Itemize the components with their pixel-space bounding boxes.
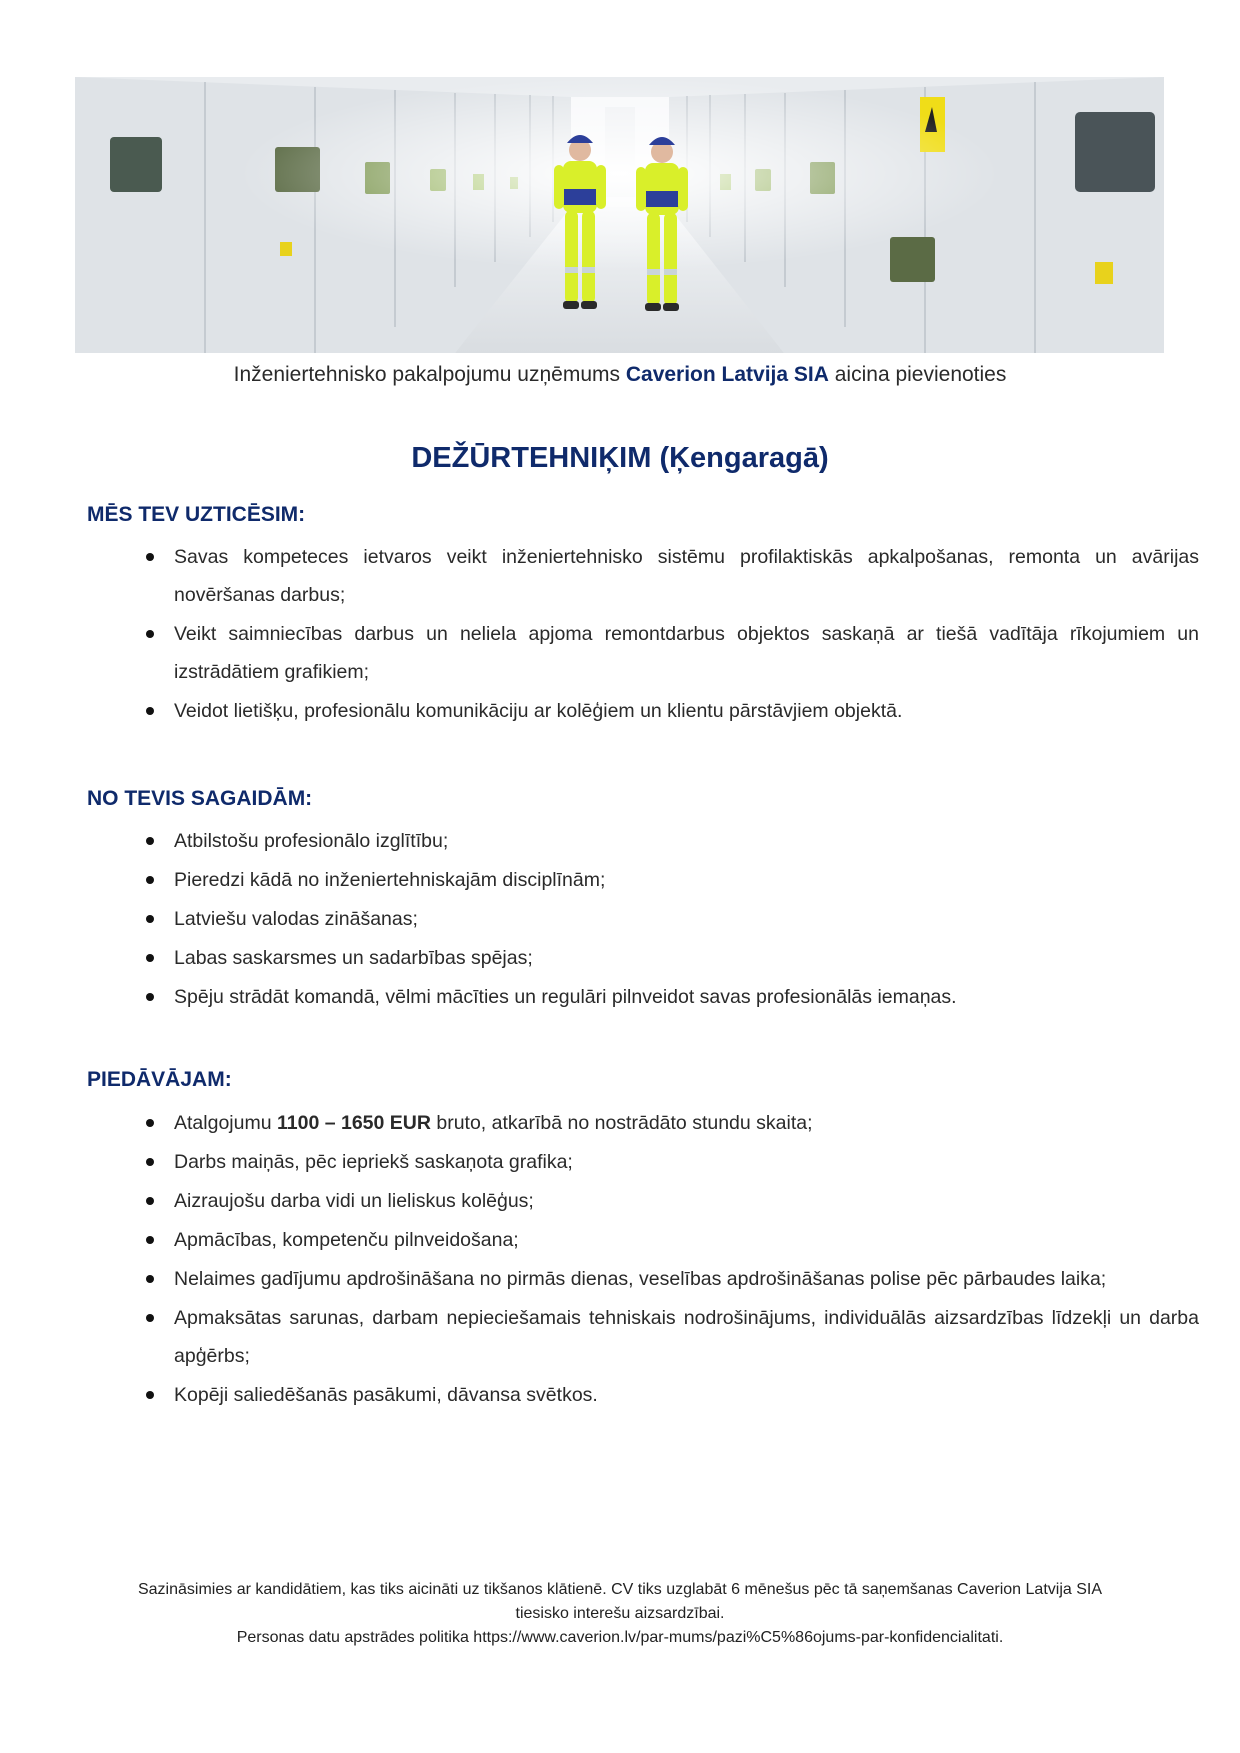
list-item: Labas saskarsmes un sadarbības spējas; bbox=[174, 939, 1199, 977]
company-name: Caverion Latvija SIA bbox=[625, 363, 829, 386]
list-item: Nelaimes gadījumu apdrošināšana no pirmās dienas, veselības apdrošināšanas polise pēc pārbaudes laika; bbox=[174, 1260, 1199, 1298]
intro-text-after: aicina pievienoties bbox=[828, 363, 1007, 386]
salary-text-after: bruto, atkarībā no nostrādāto stundu skaita; bbox=[430, 1112, 813, 1134]
section-heading-we-trust: MĒS TEV UZTICĒSIM: bbox=[87, 503, 306, 526]
list-item: Aizraujošu darba vidi un lieliskus kolēģus; bbox=[174, 1182, 1199, 1220]
footer-privacy-policy: Personas datu apstrādes politika https://www.caverion.lv/par-mums/pazi%C5%86ojums-par-konfidencialitati. bbox=[236, 1629, 1004, 1646]
footer-line-1: Sazināsimies ar kandidātiem, kas tiks aicināti uz tikšanos klātienē. CV tiks uzglabāt 6 mēnešus pēc tā saņemšanas Caverion Latvija SIA bbox=[137, 1581, 1103, 1598]
footer-line-2: tiesisko interešu aizsardzībai. bbox=[515, 1605, 725, 1622]
footer-notice bbox=[60, 1578, 1180, 1650]
intro-text-before: Inženiertehnisko pakalpojumu uzņēmums bbox=[233, 363, 626, 386]
list-item-salary bbox=[174, 1104, 1199, 1142]
section-heading-we-expect: NO TEVIS SAGAIDĀM: bbox=[87, 787, 313, 810]
list-item: Apmācības, kompetenču pilnveidošana; bbox=[174, 1221, 1199, 1259]
header-photo bbox=[75, 77, 1164, 353]
list-item: Spēju strādāt komandā, vēlmi mācīties un regulāri pilnveidot savas profesionālās iemaņas. bbox=[174, 978, 1199, 1016]
job-title: DEŽŪRTEHNIĶIM (Ķengaragā) bbox=[411, 442, 829, 474]
salary-amount: 1100 – 1650 EUR bbox=[276, 1112, 431, 1134]
list-item: Pieredzi kādā no inženiertehniskajām disciplīnām; bbox=[174, 861, 1199, 899]
list-item: Kopēji saliedēšanās pasākumi, dāvansa svētkos. bbox=[174, 1376, 1199, 1414]
we-expect-list bbox=[132, 822, 1199, 1017]
section-heading-we-offer: PIEDĀVĀJAM: bbox=[87, 1068, 232, 1091]
list-item: Apmaksātas sarunas, darbam nepieciešamais tehniskais nodrošinājums, individuālās aizsardzības līdzekļi un darba apģērbs; bbox=[174, 1299, 1199, 1375]
list-item: Darbs maiņās, pēc iepriekš saskaņota grafika; bbox=[174, 1143, 1199, 1181]
list-item: Latviešu valodas zināšanas; bbox=[174, 900, 1199, 938]
list-item: Savas kompeteces ietvaros veikt inženiertehnisko sistēmu profilaktiskās apkalpošanas, remonta un avārijas novēršanas darbus; bbox=[174, 538, 1199, 614]
we-trust-list bbox=[132, 538, 1199, 731]
list-item: Atbilstošu profesionālo izglītību; bbox=[174, 822, 1199, 860]
we-offer-list bbox=[132, 1104, 1199, 1415]
intro-line bbox=[0, 363, 1240, 387]
salary-text-before: Atalgojumu bbox=[174, 1112, 277, 1134]
list-item: Veikt saimniecības darbus un neliela apjoma remontdarbus objektos saskaņā ar tiešā vadītāja rīkojumiem un izstrādātiem grafikiem; bbox=[174, 615, 1199, 691]
list-item: Veidot lietišķu, profesionālu komunikāciju ar kolēģiem un klientu pārstāvjiem objektā. bbox=[174, 692, 1199, 730]
